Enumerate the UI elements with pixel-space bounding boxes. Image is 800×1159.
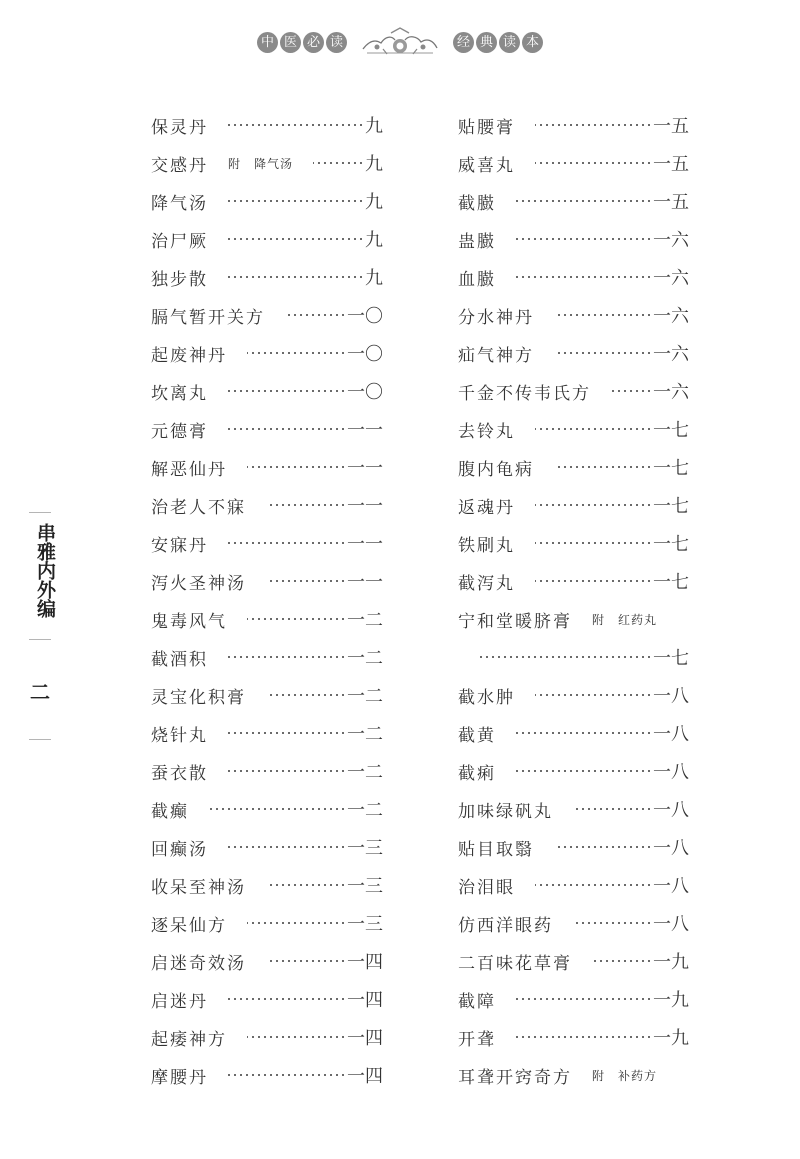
- toc-entry[interactable]: [151, 562, 383, 600]
- series-char: 读: [326, 32, 347, 53]
- toc-entry[interactable]: [458, 410, 689, 448]
- dot-leader: [228, 846, 346, 848]
- entry-note: 附 降气汤: [228, 156, 294, 171]
- entry-page-number: 一五: [653, 154, 689, 175]
- series-char: 典: [476, 32, 497, 53]
- entry-title: 贴腰膏: [458, 117, 515, 138]
- toc-entry[interactable]: [151, 372, 383, 410]
- toc-entry[interactable]: [151, 144, 383, 182]
- entry-page-number: 一二: [347, 724, 383, 745]
- entry-title: 启迷奇效汤: [151, 953, 246, 974]
- entry-page-number: 一八: [653, 876, 689, 897]
- entry-page-number: 一一: [347, 572, 383, 593]
- entry-note: 附 红药丸: [592, 612, 658, 627]
- toc-entry[interactable]: [151, 600, 383, 638]
- entry-title: 摩腰丹: [151, 1067, 208, 1088]
- series-char: 经: [453, 32, 474, 53]
- dot-leader: [285, 314, 346, 316]
- dot-leader: [535, 694, 652, 696]
- book-title: 串雅内外编: [34, 523, 56, 618]
- dot-leader: [247, 618, 346, 620]
- toc-entry[interactable]: [458, 752, 689, 790]
- entry-title: 坎离丸: [151, 383, 208, 404]
- entry-page-number: 九: [365, 230, 383, 251]
- entry-title: 血臌: [458, 269, 496, 290]
- toc-entry[interactable]: [458, 980, 689, 1018]
- entry-title: 贴目取翳: [458, 839, 534, 860]
- entry-page-number: 一六: [653, 268, 689, 289]
- entry-title: 鬼毒风气: [151, 611, 227, 632]
- series-char: 本: [522, 32, 543, 53]
- dot-leader: [228, 998, 346, 1000]
- toc-entry[interactable]: [458, 638, 689, 676]
- dot-leader: [516, 998, 652, 1000]
- dot-leader: [554, 352, 652, 354]
- entry-title: 截癫: [151, 801, 189, 822]
- entry-page-number: 一四: [347, 990, 383, 1011]
- dot-leader: [228, 1074, 346, 1076]
- dot-leader: [592, 960, 652, 962]
- toc-entry[interactable]: [151, 524, 383, 562]
- dot-leader: [228, 542, 346, 544]
- series-char: 医: [280, 32, 301, 53]
- entry-title: 千金不传韦氏方: [458, 383, 591, 404]
- entry-page-number: 一八: [653, 800, 689, 821]
- dot-leader: [573, 808, 652, 810]
- entry-title: 膈气暂开关方: [151, 307, 265, 328]
- entry-title: 威喜丸: [458, 155, 515, 176]
- toc-entry[interactable]: [458, 1018, 689, 1056]
- toc-entry[interactable]: [458, 600, 689, 638]
- dot-leader: [535, 124, 652, 126]
- series-badges-right: [453, 32, 543, 53]
- toc-entry[interactable]: [151, 296, 383, 334]
- entry-title: 解恶仙丹: [151, 459, 227, 480]
- dot-leader: [247, 922, 346, 924]
- entry-page-number: 一〇: [347, 382, 383, 403]
- entry-page-number: 一八: [653, 724, 689, 745]
- dot-leader: [228, 200, 364, 202]
- series-char: 读: [499, 32, 520, 53]
- entry-page-number: 一〇: [347, 344, 383, 365]
- dot-leader: [535, 428, 652, 430]
- toc-entry[interactable]: [151, 1056, 383, 1094]
- ornamental-tea-scene-icon: [359, 27, 441, 57]
- toc-entry[interactable]: [151, 676, 383, 714]
- dot-leader: [516, 1036, 652, 1038]
- dot-leader: [228, 390, 346, 392]
- toc-entry[interactable]: [151, 448, 383, 486]
- dot-leader: [535, 580, 652, 582]
- toc-entry[interactable]: [458, 334, 689, 372]
- toc-entry[interactable]: [151, 714, 383, 752]
- entry-note: 附 补药方: [592, 1068, 658, 1083]
- dot-leader: [266, 884, 346, 886]
- entry-page-number: 一二: [347, 686, 383, 707]
- toc-entry[interactable]: [458, 714, 689, 752]
- toc-entry[interactable]: [458, 904, 689, 942]
- entry-page-number: 九: [365, 116, 383, 137]
- entry-page-number: 一七: [653, 572, 689, 593]
- entry-title: 治尸厥: [151, 231, 208, 252]
- dot-leader: [554, 314, 652, 316]
- dot-leader: [516, 200, 652, 202]
- toc-entry[interactable]: [458, 676, 689, 714]
- divider: [29, 512, 51, 513]
- side-margin: [29, 512, 56, 740]
- page-number: 二: [30, 680, 50, 704]
- dot-leader: [266, 580, 346, 582]
- dot-leader: [228, 656, 346, 658]
- toc-entry[interactable]: [458, 372, 689, 410]
- series-badges-left: [257, 32, 347, 53]
- toc-entry[interactable]: [458, 106, 689, 144]
- toc-entry[interactable]: [151, 220, 383, 258]
- toc-entry[interactable]: [151, 638, 383, 676]
- dot-leader: [228, 770, 346, 772]
- entry-page-number: 一七: [653, 534, 689, 555]
- entry-title: 疝气神方: [458, 345, 534, 366]
- toc-entry[interactable]: [458, 562, 689, 600]
- entry-page-number: 一四: [347, 1066, 383, 1087]
- entry-title: 截酒积: [151, 649, 208, 670]
- toc-entry[interactable]: [458, 144, 689, 182]
- entry-title: 回癫汤: [151, 839, 208, 860]
- entry-page-number: 一六: [653, 230, 689, 251]
- entry-title: 降气汤: [151, 193, 208, 214]
- toc-entry[interactable]: [458, 524, 689, 562]
- entry-page-number: 九: [365, 192, 383, 213]
- entry-page-number: 一六: [653, 306, 689, 327]
- dot-leader: [266, 694, 346, 696]
- dot-leader: [516, 276, 652, 278]
- entry-page-number: 一三: [347, 914, 383, 935]
- toc-entry[interactable]: [151, 942, 383, 980]
- entry-title: 铁刷丸: [458, 535, 515, 556]
- entry-page-number: 一二: [347, 762, 383, 783]
- entry-title: 截障: [458, 991, 496, 1012]
- entry-page-number: 一三: [347, 876, 383, 897]
- dot-leader: [535, 542, 652, 544]
- dot-leader: [478, 656, 652, 658]
- entry-title: 截水肿: [458, 687, 515, 708]
- entry-title: 返魂丹: [458, 497, 515, 518]
- toc-entry[interactable]: [151, 790, 383, 828]
- toc-entry[interactable]: [458, 790, 689, 828]
- entry-title: 起废神丹: [151, 345, 227, 366]
- entry-page-number: 一三: [347, 838, 383, 859]
- entry-page-number: 一七: [653, 648, 689, 669]
- entry-title: 治老人不寐: [151, 497, 246, 518]
- dot-leader: [228, 124, 364, 126]
- entry-title: 安寐丹: [151, 535, 208, 556]
- entry-page-number: 一二: [347, 610, 383, 631]
- entry-page-number: 一七: [653, 458, 689, 479]
- entry-title: 加味绿矾丸: [458, 801, 553, 822]
- entry-title: 交感丹: [151, 155, 208, 176]
- dot-leader: [516, 238, 652, 240]
- dot-leader: [266, 504, 346, 506]
- toc-entry[interactable]: [458, 486, 689, 524]
- entry-title: 收呆至神汤: [151, 877, 246, 898]
- dot-leader: [535, 884, 652, 886]
- entry-page-number: 一八: [653, 914, 689, 935]
- dot-leader: [228, 276, 364, 278]
- dot-leader: [247, 1036, 346, 1038]
- dot-leader: [554, 846, 652, 848]
- entry-title: 启迷丹: [151, 991, 208, 1012]
- dot-leader: [247, 466, 346, 468]
- toc-entry[interactable]: [151, 106, 383, 144]
- dot-leader: [554, 466, 652, 468]
- entry-title: 二百味花草膏: [458, 953, 572, 974]
- entry-page-number: 一五: [653, 116, 689, 137]
- entry-page-number: 一七: [653, 420, 689, 441]
- toc-entry[interactable]: [458, 1056, 689, 1094]
- toc-entry[interactable]: [458, 448, 689, 486]
- toc-right-column: [458, 106, 689, 1094]
- entry-title: 仿西洋眼药: [458, 915, 553, 936]
- entry-title: 耳聋开窍奇方: [458, 1067, 572, 1088]
- toc-entry[interactable]: [151, 486, 383, 524]
- entry-page-number: 一一: [347, 420, 383, 441]
- entry-page-number: 一九: [653, 952, 689, 973]
- dot-leader: [228, 238, 364, 240]
- entry-title: 截臌: [458, 193, 496, 214]
- entry-page-number: 一六: [653, 382, 689, 403]
- entry-title: 逐呆仙方: [151, 915, 227, 936]
- dot-leader: [516, 770, 652, 772]
- entry-page-number: 九: [365, 268, 383, 289]
- entry-page-number: 一六: [653, 344, 689, 365]
- dot-leader: [247, 352, 346, 354]
- toc-entry[interactable]: [458, 942, 689, 980]
- toc-entry[interactable]: [151, 258, 383, 296]
- toc-entry[interactable]: [151, 828, 383, 866]
- dot-leader: [209, 808, 346, 810]
- entry-page-number: 一九: [653, 1028, 689, 1049]
- entry-title: 腹内龟病: [458, 459, 534, 480]
- entry-title: 起痿神方: [151, 1029, 227, 1050]
- entry-page-number: 一八: [653, 838, 689, 859]
- divider: [29, 739, 51, 740]
- entry-page-number: 一五: [653, 192, 689, 213]
- entry-page-number: 一〇: [347, 306, 383, 327]
- toc-entry[interactable]: [151, 334, 383, 372]
- entry-title: 蚕衣散: [151, 763, 208, 784]
- dot-leader: [228, 732, 346, 734]
- entry-page-number: 一七: [653, 496, 689, 517]
- toc-entry[interactable]: [151, 752, 383, 790]
- dot-leader: [266, 960, 346, 962]
- series-char: 必: [303, 32, 324, 53]
- entry-title: 截黄: [458, 725, 496, 746]
- toc-entry[interactable]: [458, 258, 689, 296]
- entry-title: 元德膏: [151, 421, 208, 442]
- entry-page-number: 一一: [347, 458, 383, 479]
- entry-title: 去铃丸: [458, 421, 515, 442]
- entry-title: 宁和堂暖脐膏: [458, 611, 572, 632]
- toc-entry[interactable]: [458, 866, 689, 904]
- toc-entry[interactable]: [458, 296, 689, 334]
- entry-title: 灵宝化积膏: [151, 687, 246, 708]
- toc-entry[interactable]: [151, 980, 383, 1018]
- entry-page-number: 一八: [653, 686, 689, 707]
- entry-page-number: 一一: [347, 496, 383, 517]
- dot-leader: [611, 390, 652, 392]
- entry-title: 开聋: [458, 1029, 496, 1050]
- entry-page-number: 一九: [653, 990, 689, 1011]
- divider: [29, 639, 51, 640]
- toc-entry[interactable]: [151, 410, 383, 448]
- toc-entry[interactable]: [458, 220, 689, 258]
- running-header: [0, 28, 800, 56]
- entry-title: 烧针丸: [151, 725, 208, 746]
- entry-page-number: 一一: [347, 534, 383, 555]
- toc-entry[interactable]: [151, 182, 383, 220]
- dot-leader: [535, 162, 652, 164]
- entry-page-number: 一二: [347, 800, 383, 821]
- entry-title: 截泻丸: [458, 573, 515, 594]
- entry-title: 泻火圣神汤: [151, 573, 246, 594]
- entry-title: 蛊臌: [458, 231, 496, 252]
- series-char: 中: [257, 32, 278, 53]
- toc-left-column: [151, 106, 383, 1094]
- entry-page-number: 一二: [347, 648, 383, 669]
- dot-leader: [516, 732, 652, 734]
- entry-title: 分水神丹: [458, 307, 534, 328]
- entry-title: 独步散: [151, 269, 208, 290]
- dot-leader: [573, 922, 652, 924]
- toc-entry[interactable]: [151, 904, 383, 942]
- entry-title: 保灵丹: [151, 117, 208, 138]
- entry-title: 治泪眼: [458, 877, 515, 898]
- dot-leader: [535, 504, 652, 506]
- entry-page-number: 九: [365, 154, 383, 175]
- entry-page-number: 一四: [347, 952, 383, 973]
- entry-page-number: 一八: [653, 762, 689, 783]
- entry-page-number: 一四: [347, 1028, 383, 1049]
- toc-entry[interactable]: [151, 866, 383, 904]
- toc-entry[interactable]: [458, 828, 689, 866]
- entry-title: 截痢: [458, 763, 496, 784]
- toc-entry[interactable]: [458, 182, 689, 220]
- dot-leader: [313, 162, 364, 164]
- toc-entry[interactable]: [151, 1018, 383, 1056]
- dot-leader: [228, 428, 346, 430]
